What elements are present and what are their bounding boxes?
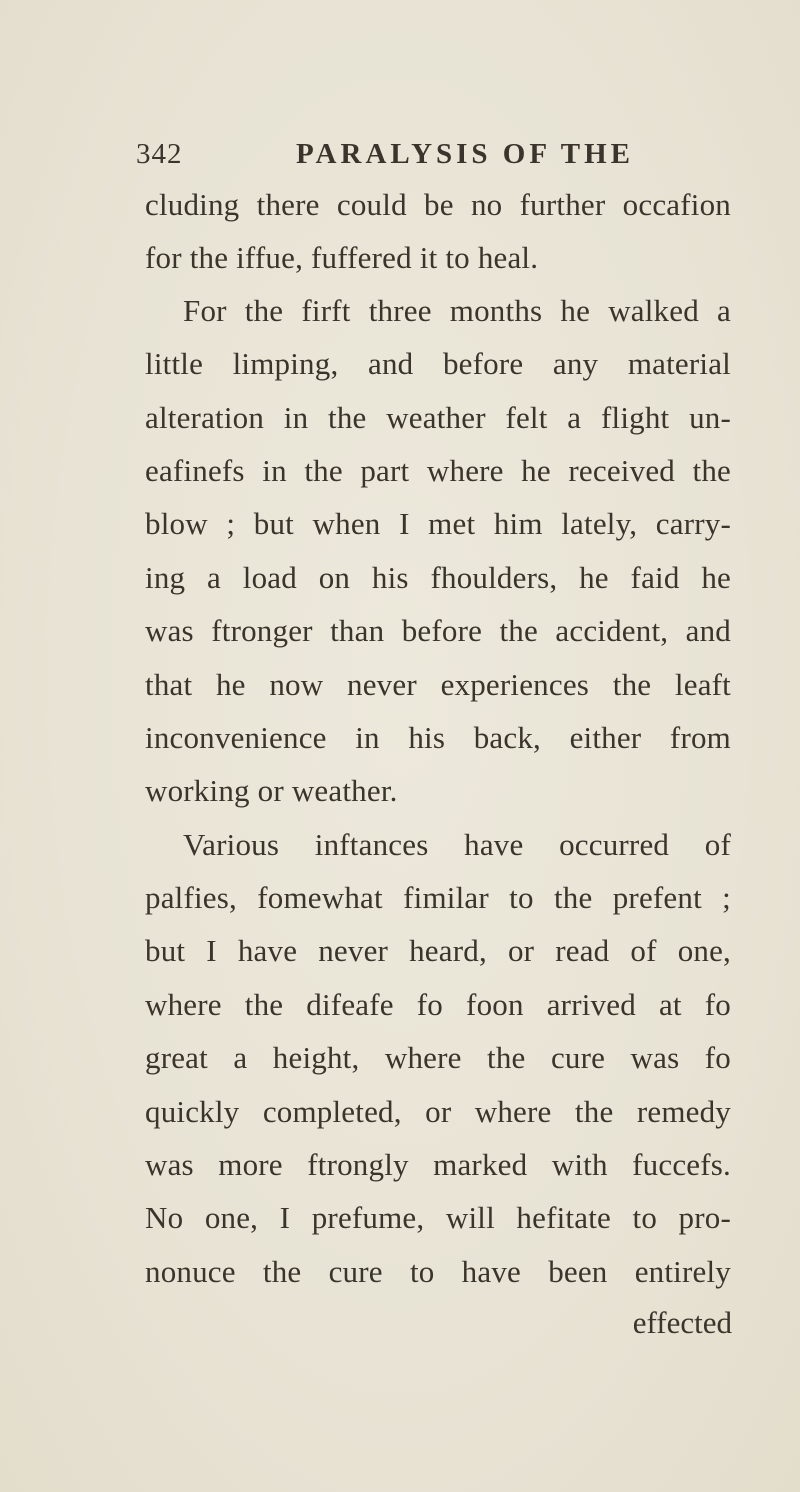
text-line: was more ftrongly marked with fuccefs. — [145, 1147, 731, 1182]
text-line: For the firft three months he walked a — [183, 293, 731, 328]
text-line: but I have never heard, or read of one, — [145, 933, 731, 968]
text-line: cluding there could be no further occafion — [145, 187, 731, 222]
text-line: little limping, and before any material — [145, 346, 731, 381]
text-line: nonuce the cure to have been entirely — [145, 1254, 731, 1289]
text-line: for the iffue, fuffered it to heal. — [145, 240, 539, 275]
text-line: great a height, where the cure was fo — [145, 1040, 731, 1075]
text-line: No one, I prefume, will hefitate to pro- — [145, 1200, 731, 1235]
text-line: that he now never experiences the leaft — [145, 667, 731, 702]
text-line: working or weather. — [145, 773, 398, 808]
text-line: Various inftances have occurred of — [183, 827, 731, 862]
text-line: eafinefs in the part where he received the — [145, 453, 731, 488]
text-line: alteration in the weather felt a flight un- — [145, 400, 731, 435]
running-title: PARALYSIS OF THE — [296, 138, 634, 170]
text-line: was ftronger than before the accident, and — [145, 613, 731, 648]
text-line: palfies, fomewhat fimilar to the prefent ; — [145, 880, 731, 915]
text-line: quickly completed, or where the remedy — [145, 1094, 731, 1129]
text-line: blow ; but when I met him lately, carry- — [145, 506, 731, 541]
text-line: where the difeafe fo foon arrived at fo — [145, 987, 731, 1022]
text-line: ing a load on his fhoulders, he faid he — [145, 560, 731, 595]
text-line: inconvenience in his back, either from — [145, 720, 731, 755]
catchword: effected — [632, 1305, 732, 1340]
running-head — [136, 138, 736, 178]
page-number: 342 — [136, 138, 183, 170]
